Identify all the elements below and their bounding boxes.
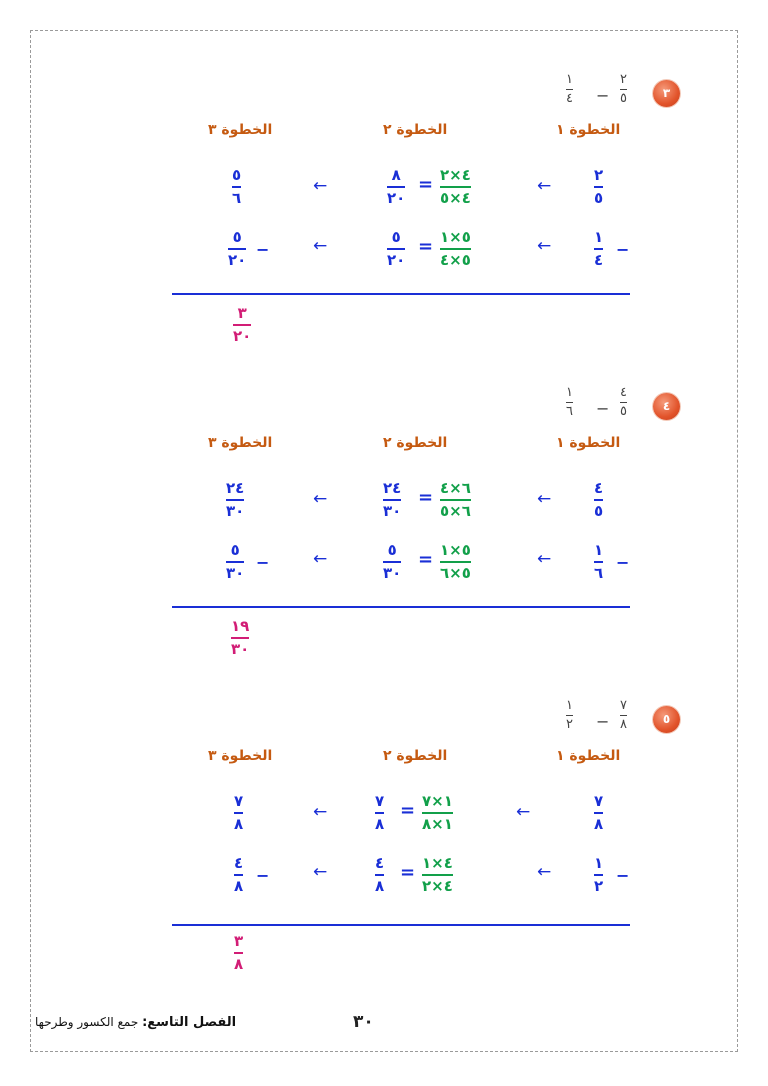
equals-sign: = [400, 862, 416, 883]
arrow-left-icon: ← [537, 176, 552, 196]
minus-sign: − [616, 866, 630, 885]
step-3-label: الخطوة ٣ [208, 435, 273, 451]
arrow-left-icon: ← [313, 862, 328, 882]
problem-4 [0, 385, 768, 693]
arrow-left-icon: ← [313, 236, 328, 256]
step3-fraction: ٤ ٨ [234, 854, 244, 895]
step2-result: ٨ ٢٠ [387, 166, 406, 207]
arrow-left-icon: ← [516, 802, 531, 822]
step1-fraction: ١ ٤ [594, 228, 604, 269]
arrow-left-icon: ← [537, 489, 552, 509]
problem-3 [0, 72, 768, 380]
step2-expression: ٥×١ ٥×٦ [440, 541, 471, 582]
sum-line [172, 924, 630, 926]
step3-fraction: ٥ ٦ [232, 166, 242, 207]
step1-fraction: ٧ ٨ [594, 792, 604, 833]
minus-sign: − [616, 553, 630, 572]
step1-fraction: ١ ٦ [594, 541, 604, 582]
header-fraction-right: ٤ ٥ [620, 385, 627, 419]
header-fraction-left: ١ ٢ [566, 698, 573, 732]
minus-sign: − [596, 399, 610, 418]
step2-result: ٥ ٢٠ [387, 228, 406, 269]
page-number: ٣٠ [353, 1012, 374, 1032]
problem-number-badge: ٣ [653, 80, 680, 107]
step3-fraction: ٧ ٨ [234, 792, 244, 833]
step2-expression: ١×٧ ١×٨ [422, 792, 453, 833]
step-1-label: الخطوة ١ [556, 748, 621, 764]
header-fraction-right: ٢ ٥ [620, 72, 627, 106]
arrow-left-icon: ← [313, 489, 328, 509]
answer-fraction: ٣ ٢٠ [233, 304, 252, 345]
problem-number-badge: ٤ [653, 393, 680, 420]
step-1-label: الخطوة ١ [556, 122, 621, 138]
minus-sign: − [256, 240, 270, 259]
step-3-label: الخطوة ٣ [208, 122, 273, 138]
sum-line [172, 293, 630, 295]
arrow-left-icon: ← [537, 862, 552, 882]
page-footer [35, 1012, 555, 1042]
minus-sign: − [256, 866, 270, 885]
step1-fraction: ٤ ٥ [594, 479, 604, 520]
step2-result: ٢٤ ٣٠ [383, 479, 402, 520]
step-2-label: الخطوة ٢ [383, 748, 448, 764]
equals-sign: = [418, 236, 434, 257]
minus-sign: − [256, 553, 270, 572]
sum-line [172, 606, 630, 608]
equals-sign: = [418, 549, 434, 570]
step2-result: ٥ ٣٠ [383, 541, 402, 582]
answer-fraction: ٣ ٨ [234, 932, 244, 973]
minus-sign: − [616, 240, 630, 259]
step3-fraction: ٢٤ ٣٠ [226, 479, 245, 520]
answer-fraction: ١٩ ٣٠ [231, 617, 250, 658]
step2-expression: ٤×١ ٤×٢ [422, 854, 453, 895]
header-fraction-left: ١ ٦ [566, 385, 573, 419]
arrow-left-icon: ← [537, 236, 552, 256]
step2-expression: ٥×١ ٥×٤ [440, 228, 471, 269]
minus-sign: − [596, 712, 610, 731]
chapter-label: الفصل التاسع: [142, 1015, 237, 1030]
step-2-label: الخطوة ٢ [383, 435, 448, 451]
problem-number-badge: ٥ [653, 706, 680, 733]
step-1-label: الخطوة ١ [556, 435, 621, 451]
step2-expression: ٤×٢ ٤×٥ [440, 166, 471, 207]
chapter-title [35, 1015, 305, 1030]
equals-sign: = [418, 487, 434, 508]
equals-sign: = [400, 800, 416, 821]
step3-fraction: ٥ ٣٠ [226, 541, 245, 582]
step2-result: ٧ ٨ [375, 792, 385, 833]
step-3-label: الخطوة ٣ [208, 748, 273, 764]
arrow-left-icon: ← [313, 176, 328, 196]
step1-fraction: ٢ ٥ [594, 166, 604, 207]
step-2-label: الخطوة ٢ [383, 122, 448, 138]
step3-fraction: ٥ ٢٠ [228, 228, 247, 269]
problem-5 [0, 698, 768, 1006]
step2-result: ٤ ٨ [375, 854, 385, 895]
equals-sign: = [418, 174, 434, 195]
step1-fraction: ١ ٢ [594, 854, 604, 895]
arrow-left-icon: ← [313, 549, 328, 569]
header-fraction-right: ٧ ٨ [620, 698, 627, 732]
header-fraction-left: ١ ٤ [566, 72, 573, 106]
chapter-name: جمع الكسور وطرحها [35, 1015, 139, 1029]
step2-expression: ٦×٤ ٦×٥ [440, 479, 471, 520]
minus-sign: − [596, 86, 610, 105]
arrow-left-icon: ← [313, 802, 328, 822]
arrow-left-icon: ← [537, 549, 552, 569]
